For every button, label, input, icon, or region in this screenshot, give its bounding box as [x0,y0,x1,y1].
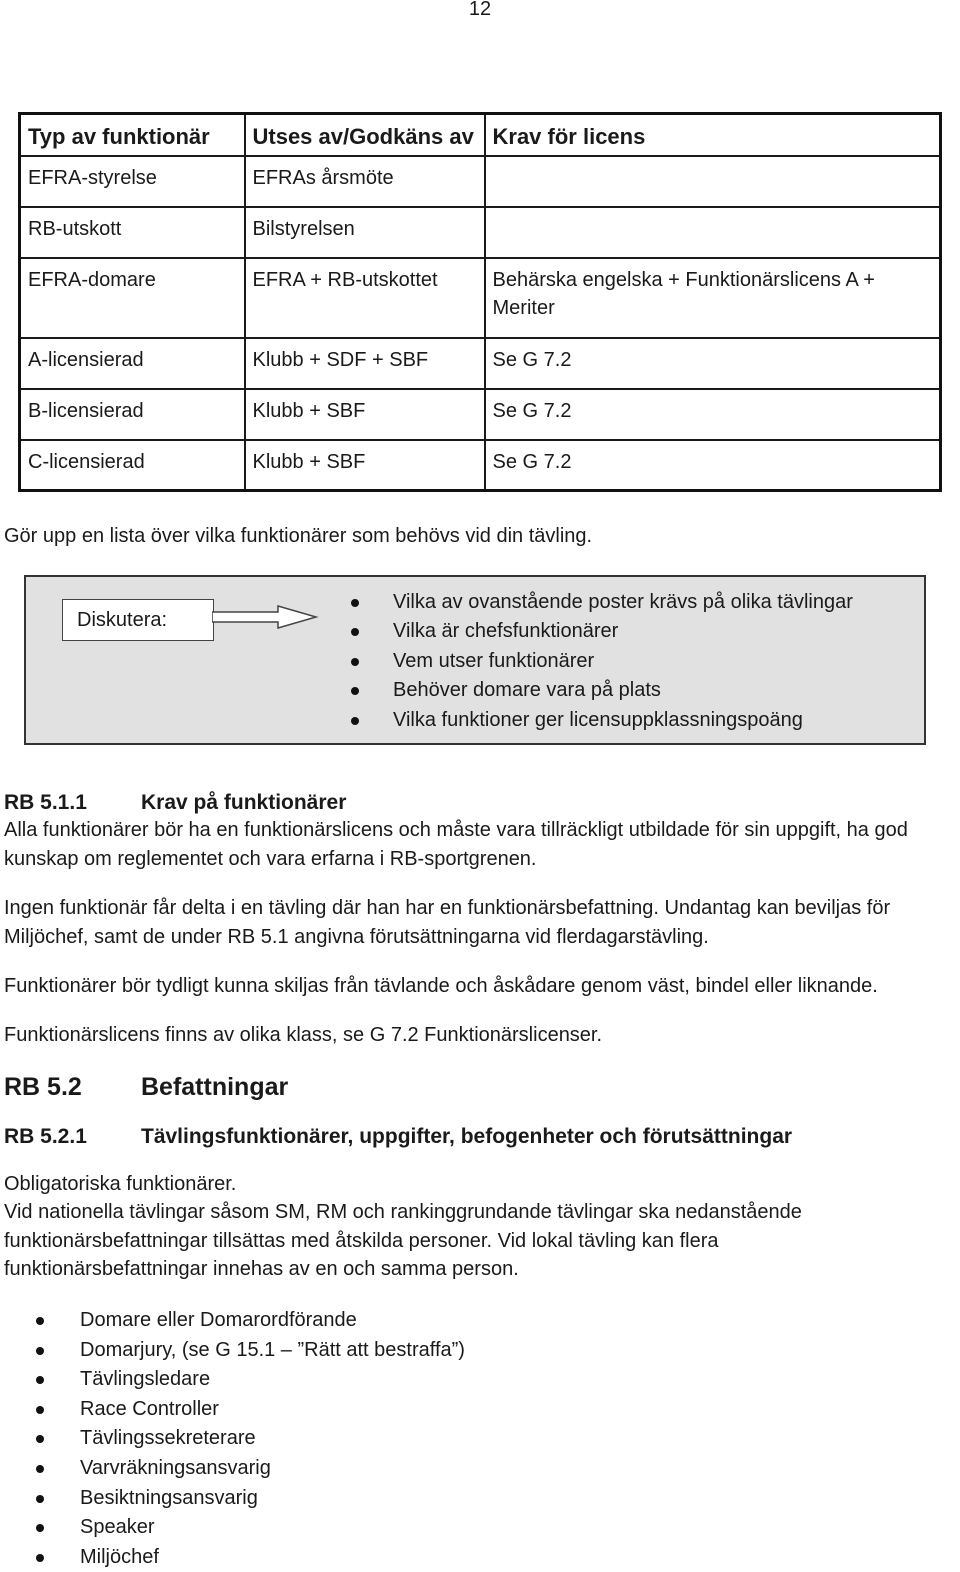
table-row [20,338,941,389]
list-item: Vilka av ovanstående poster krävs på olika tävlingar [351,588,853,617]
section-title: Befattningar [141,1073,289,1101]
list-item: Tävlingssekreterare [36,1424,465,1454]
bullet-icon [36,1435,44,1443]
bullet-icon [36,1554,44,1562]
paragraph: Obligatoriska funktionärer. [4,1173,237,1195]
list-item: Domarjury, (se G 15.1 – ”Rätt att bestraffa”) [36,1336,465,1366]
duties-list [36,1306,465,1572]
table-cell: Klubb + SBF [245,389,485,440]
bullet-icon [351,658,359,666]
paragraph: Ingen funktionär får delta i en tävling där han har en funktionärsbefattning. Undantag kan beviljas för Miljöchef, samt de under RB 5.1 angivna förutsättningarna vid flerdagarstävling. [4,897,891,948]
table-cell: EFRA-domare [20,258,245,338]
paragraph: Funktionärslicens finns av olika klass, se G 7.2 Funktionärslicenser. [4,1024,603,1046]
list-item: Domare eller Domarordförande [36,1306,465,1336]
list-item: Tävlingsledare [36,1365,465,1395]
table-cell: B-licensierad [20,389,245,440]
section-title: Tävlingsfunktionärer, uppgifter, befogenheter och förutsättningar [141,1125,793,1148]
section-title: Krav på funktionärer [141,791,347,814]
table-cell: Klubb + SBF [245,440,485,491]
section-number: RB 5.1.1 [4,791,87,814]
list-item: Besiktningsansvarig [36,1484,465,1514]
list-prompt: Gör upp en lista över vilka funktionärer som behövs vid din tävling. [4,525,593,547]
paragraph: Alla funktionärer bör ha en funktionärslicens och måste vara tillräckligt utbildade för sin uppgift, ha god kunskap om reglementet och vara erfarna i RB-sportgrenen. [4,819,908,870]
table-cell [485,156,941,207]
table-row [20,156,941,207]
bullet-icon [36,1376,44,1384]
table-cell: RB-utskott [20,207,245,258]
list-item: Vilka är chefsfunktionärer [351,617,853,646]
bullet-icon [351,717,359,725]
table-cell: Klubb + SDF + SBF [245,338,485,389]
table-cell: Se G 7.2 [485,338,941,389]
table-cell: Behärska engelska + Funktionärslicens A + Meriter [485,258,941,338]
discussion-box [24,575,926,745]
bullet-icon [36,1406,44,1414]
column-header: Typ av funktionär [20,114,245,156]
bullet-icon [36,1495,44,1503]
paragraph: Funktionärer bör tydligt kunna skiljas från tävlande och åskådare genom väst, bindel eller liknande. [4,975,878,997]
discussion-label: Diskutera: [62,599,214,641]
table-header-row [20,114,941,156]
official-types-table [18,112,942,492]
section-number: RB 5.2.1 [4,1125,87,1148]
page-number: 12 [468,0,492,20]
table-cell [485,207,941,258]
table-row [20,258,941,338]
bullet-icon [351,687,359,695]
table-cell: Bilstyrelsen [245,207,485,258]
list-item: Miljöchef [36,1543,465,1572]
table-cell: A-licensierad [20,338,245,389]
list-item: Varvräkningsansvarig [36,1454,465,1484]
column-header: Krav för licens [485,114,941,156]
table-cell: C-licensierad [20,440,245,491]
bullet-icon [351,599,359,607]
arrow-right-icon [212,605,320,629]
table-row [20,440,941,491]
bullet-icon [36,1465,44,1473]
list-item: Vilka funktioner ger licensuppklassningspoäng [351,706,853,735]
paragraph: Vid nationella tävlingar såsom SM, RM och rankinggrundande tävlingar ska nedanstående funktionärsbefattningar tillsättas med åtskilda personer. Vid lokal tävling kan flera funktionärsbefattningar innehas av en och samma person. [4,1201,802,1280]
list-item: Behöver domare vara på plats [351,676,853,705]
bullet-icon [351,628,359,636]
table-cell: EFRA + RB-utskottet [245,258,485,338]
bullet-icon [36,1317,44,1325]
column-header: Utses av/Godkäns av [245,114,485,156]
table-cell: EFRA-styrelse [20,156,245,207]
bullet-icon [36,1524,44,1532]
list-item: Race Controller [36,1395,465,1425]
table-row [20,389,941,440]
table-cell: Se G 7.2 [485,440,941,491]
list-item: Vem utser funktionärer [351,647,853,676]
list-item: Speaker [36,1513,465,1543]
bullet-icon [36,1347,44,1355]
section-number: RB 5.2 [4,1073,82,1101]
table-cell: EFRAs årsmöte [245,156,485,207]
discussion-list [351,588,853,735]
table-cell: Se G 7.2 [485,389,941,440]
table-row [20,207,941,258]
